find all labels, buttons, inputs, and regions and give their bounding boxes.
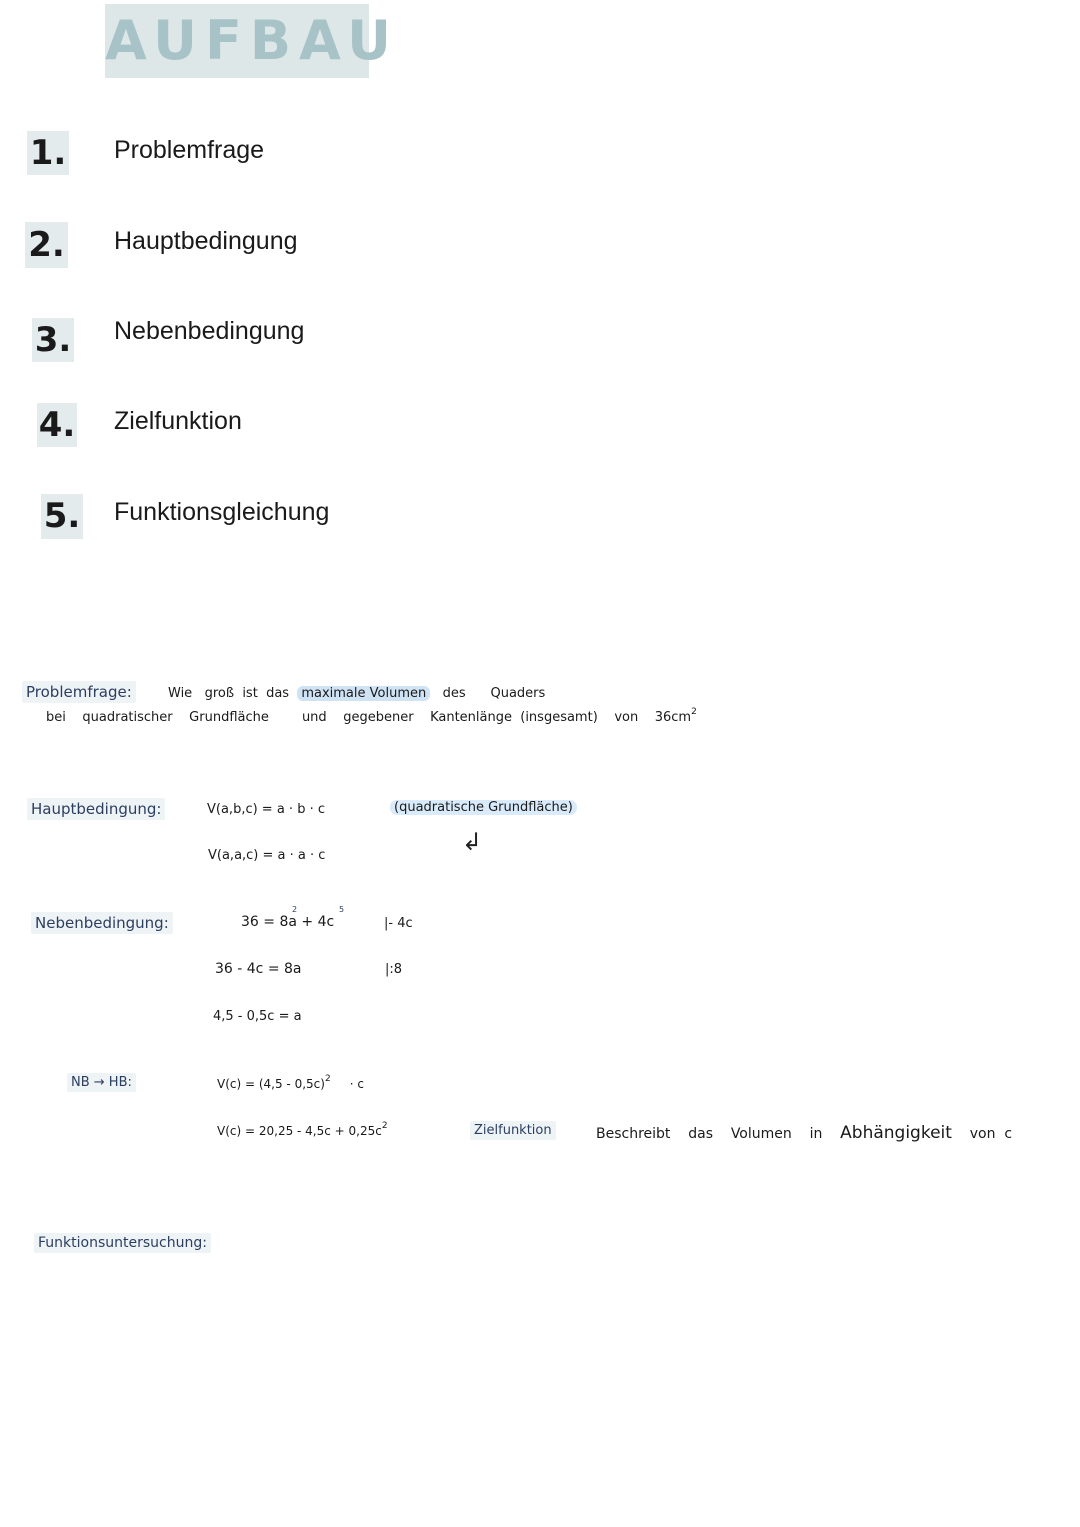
nb-hb-label: NB → HB: <box>67 1073 136 1092</box>
step-number-3: 3. <box>32 318 74 362</box>
neben-eq-2: 36 - 4c = 8a <box>215 961 302 977</box>
word: von <box>969 1126 996 1142</box>
step-number-1: 1. <box>27 131 69 175</box>
hauptbedingung-label: Hauptbedingung: <box>27 798 165 820</box>
word: das <box>266 686 290 701</box>
neben-eq-3: 4,5 - 0,5c = a <box>213 1009 302 1024</box>
step-label-1: Problemfrage <box>114 136 265 164</box>
word: das <box>688 1126 713 1142</box>
step-number-5: 5. <box>41 494 83 539</box>
zielfunktion-label: Zielfunktion <box>470 1121 556 1140</box>
problem-line-2 <box>46 707 697 725</box>
funktionsuntersuchung-label: Funktionsuntersuchung: <box>34 1233 211 1253</box>
neben-op-1: |- 4c <box>384 916 413 931</box>
step-number-2: 2. <box>25 222 68 268</box>
superscript: 2 <box>324 1074 331 1084</box>
word: 36cm <box>654 710 692 725</box>
page-title: AUFBAU <box>105 4 369 78</box>
word: Kantenlänge <box>430 710 512 725</box>
neben-eq-1 <box>241 914 334 930</box>
word: bei <box>46 710 66 725</box>
step-label-2: Hauptbedingung <box>114 227 298 255</box>
word: Abhängigkeit <box>840 1123 952 1143</box>
nbhb-eq-1-text: V(c) = (4,5 - 0,5c) <box>217 1077 325 1091</box>
nebenbedingung-label: Nebenbedingung: <box>31 912 173 934</box>
superscript: 2 <box>381 1121 388 1131</box>
word: groß <box>204 686 235 701</box>
haupt-eq-1: V(a,b,c) = a · b · c <box>207 802 325 817</box>
nbhb-eq-2-text: V(c) = 20,25 - 4,5c + 0,25c <box>217 1124 382 1138</box>
word: c <box>1004 1126 1013 1142</box>
nbhb-eq-1-tail: · c <box>349 1077 364 1091</box>
word: quadratischer <box>82 710 173 725</box>
word: Grundfläche <box>189 710 269 725</box>
highlight-maximale-volumen: maximale Volumen <box>297 686 430 701</box>
step-label-4: Zielfunktion <box>114 407 242 435</box>
nbhb-eq-2 <box>217 1121 388 1138</box>
step-label-5: Funktionsgleichung <box>114 498 330 526</box>
problemfrage-label: Problemfrage: <box>22 681 136 703</box>
word: von <box>614 710 639 725</box>
nbhb-eq-1 <box>217 1074 364 1091</box>
word: gegebener <box>343 710 414 725</box>
neben-op-2: |:8 <box>385 962 403 977</box>
superscript: 2 <box>292 905 298 914</box>
problem-line-1 <box>168 686 545 701</box>
haupt-eq-2: V(a,a,c) = a · a · c <box>208 848 326 863</box>
step-number-4: 4. <box>38 405 76 445</box>
word: (insgesamt) <box>520 710 598 725</box>
step-label-3: Nebenbedingung <box>114 317 305 345</box>
haupt-note: (quadratische Grundfläche) <box>390 800 577 815</box>
word: ist <box>242 686 258 701</box>
zielfunktion-description <box>596 1123 1012 1143</box>
word: Beschreibt <box>596 1126 671 1142</box>
word: Quaders <box>490 686 546 701</box>
word: und <box>301 710 327 725</box>
word: Volumen <box>730 1126 792 1142</box>
word: des <box>442 686 466 701</box>
arrow-down-left-icon: ↲ <box>462 828 483 856</box>
word: in <box>809 1126 823 1142</box>
word: Wie <box>168 686 193 701</box>
superscript: 5 <box>339 905 345 914</box>
neben-eq-1-text: 36 = 8a + 4c <box>241 914 335 930</box>
superscript: 2 <box>691 707 697 717</box>
